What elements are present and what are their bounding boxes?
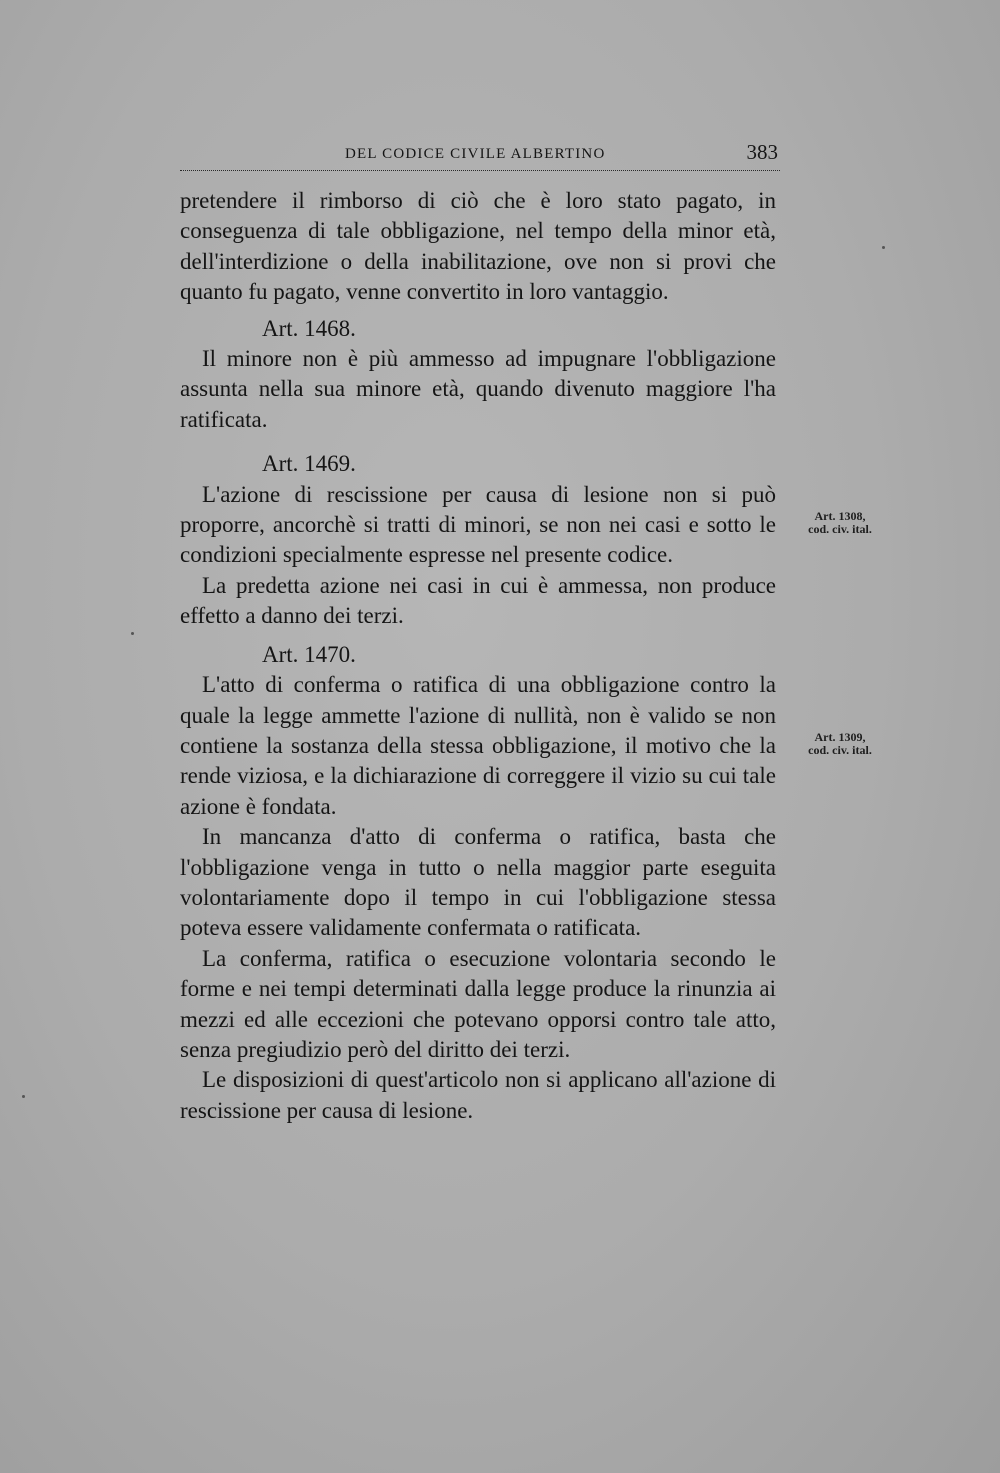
page-body	[180, 186, 776, 1126]
paper-speck	[22, 1095, 25, 1098]
paper-speck	[131, 632, 134, 635]
article-1470-paragraph-4: Le disposizioni di quest'articolo non si applicano all'azione di rescissione per causa di lesione.	[180, 1067, 776, 1123]
article-1469-paragraph-2: La predetta azione nei casi in cui è ammessa, non produce effetto a danno dei terzi.	[180, 572, 776, 629]
article-1470-paragraph-3: La conferma, ratifica o esecuzione volontaria secondo le forme e nei tempi determinati dalla legge produce la rinunzia ai mezzi ed alle eccezioni che potevano opporsi contro tale atto, senza pregiudizio però del diritto dei terzi.	[180, 945, 776, 1062]
margin-note-art-1469	[790, 510, 890, 536]
page-number: 383	[746, 140, 778, 164]
margin-note-line: Art. 1309,	[814, 730, 866, 744]
page-header	[180, 140, 780, 171]
article-1470-paragraph-1: L'atto di conferma o ratifica di una obbligazione contro la quale la legge ammette l'azione di nullità, non è valido se non contiene la sostanza della stessa obbligazione, il motivo che la rende viziosa, e la dichiarazione di correggere il vizio su cui tale azione è fondata.	[180, 672, 776, 819]
paper-speck	[882, 246, 885, 249]
article-1470-paragraph-2: In mancanza d'atto di conferma o ratifica, basta che l'obbligazione venga in tutto o nella maggior parte eseguita volontariamente dopo il tempo in cui l'obbligazione stessa poteva essere validamente confermata o ratificata.	[180, 824, 776, 941]
article-heading-1468: Art. 1468.	[262, 315, 356, 341]
article-heading-1469: Art. 1469.	[262, 451, 356, 477]
margin-note-line: cod. civ. ital.	[808, 743, 872, 757]
paragraph-continuation: pretendere il rimborso di ciò che è loro stato pagato, in conseguenza di tale obbligazione, nel tempo della minor età, dell'interdizione o della inabilitazione, ove non si provi che quanto fu pagato, venne convertito in loro vantaggio.	[180, 188, 776, 305]
margin-note-line: cod. civ. ital.	[808, 522, 872, 536]
running-title: DEL CODICE CIVILE ALBERTINO	[345, 146, 606, 162]
show-through-mark	[805, 215, 875, 227]
margin-note-art-1470	[790, 731, 890, 757]
article-1468-paragraph-1: Il minore non è più ammesso ad impugnare l'obbligazione assunta nella sua minore età, quando divenuto maggiore l'ha ratificata.	[180, 346, 776, 432]
article-heading-1470: Art. 1470.	[262, 641, 356, 667]
margin-note-line: Art. 1308,	[814, 509, 866, 523]
article-1469-paragraph-1: L'azione di rescissione per causa di lesione non si può proporre, ancorchè si tratti di minori, se non nei casi e sotto le condizioni specialmente espresse nel presente codice.	[180, 481, 776, 568]
